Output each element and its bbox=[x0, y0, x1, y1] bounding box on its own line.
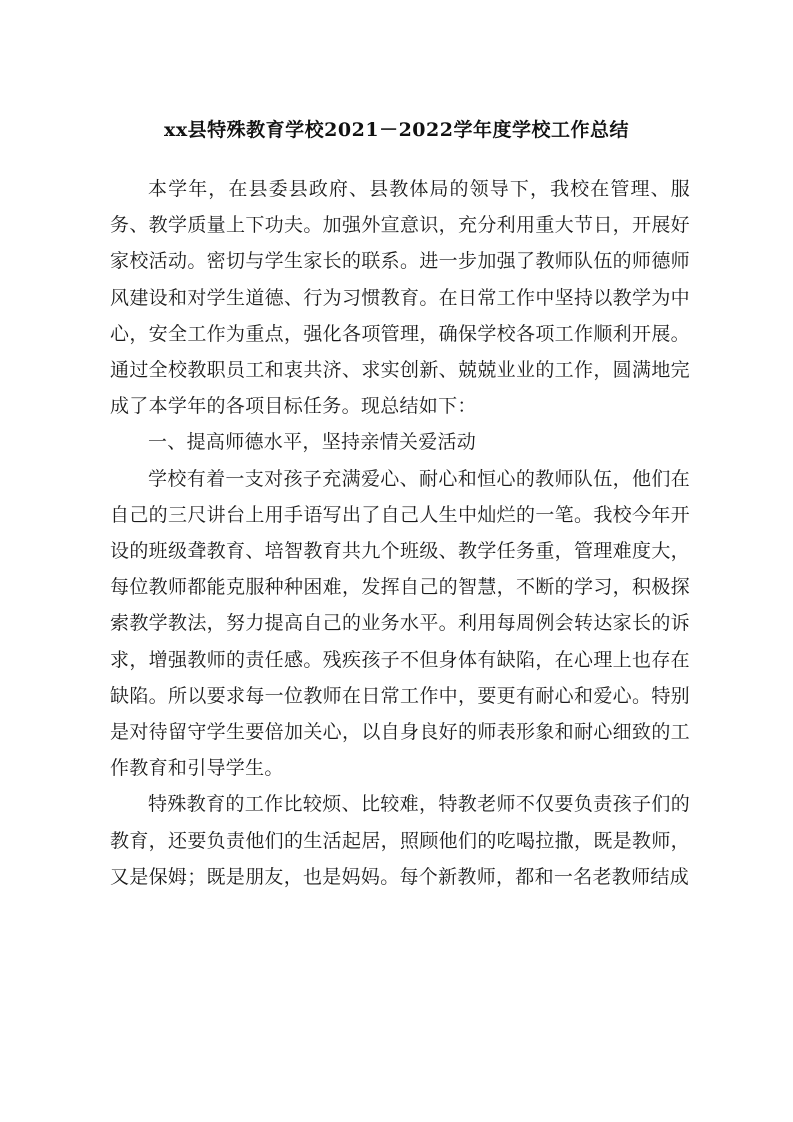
section-heading-1: 一、提高师德水平，坚持亲情关爱活动 bbox=[148, 431, 477, 454]
document-body bbox=[110, 171, 690, 895]
paragraph-teachers: 学校有着一支对孩子充满爱心、耐心和恒心的教师队伍，他们在自己的三尺讲台上用手语写出了自己人生中灿烂的一笔。我校今年开设的班级聋教育、培智教育共九个班级、教学任务重，管理难度大，每位教师都能克服种种困难，发挥自己的智慧，不断的学习，积极探索教学教法，努力提高自己的业务水平。利用每周例会转达家长的诉求，增强教师的责任感。残疾孩子不但身体有缺陷，在心理上也存在缺陷。所以要求每一位教师在日常工作中，要更有耐心和爱心。特别是对待留守学生要倍加关心，以自身良好的师表形象和耐心细致的工作教育和引导学生。 bbox=[110, 467, 690, 780]
paragraph-intro: 本学年，在县委县政府、县教体局的领导下，我校在管理、服务、教学质量上下功夫。加强外宣意识，充分利用重大节日，开展好家校活动。密切与学生家长的联系。进一步加强了教师队伍的师德师风建设和对学生道德、行为习惯教育。在日常工作中坚持以教学为中心，安全工作为重点，强化各项管理，确保学校各项工作顺利开展。通过全校教职员工和衷共济、求实创新、兢兢业业的工作，圆满地完成了本学年的各项目标任务。现总结如下： bbox=[110, 178, 690, 418]
paragraph-special-education: 特殊教育的工作比较烦、比较难，特教老师不仅要负责孩子们的教育，还要负责他们的生活起居，照顾他们的吃喝拉撒，既是教师，又是保姆；既是朋友，也是妈妈。每个新教师，都和一名老教师结成 bbox=[110, 793, 690, 888]
document-title: xx县特殊教育学校2021－2022学年度学校工作总结 bbox=[164, 119, 629, 141]
